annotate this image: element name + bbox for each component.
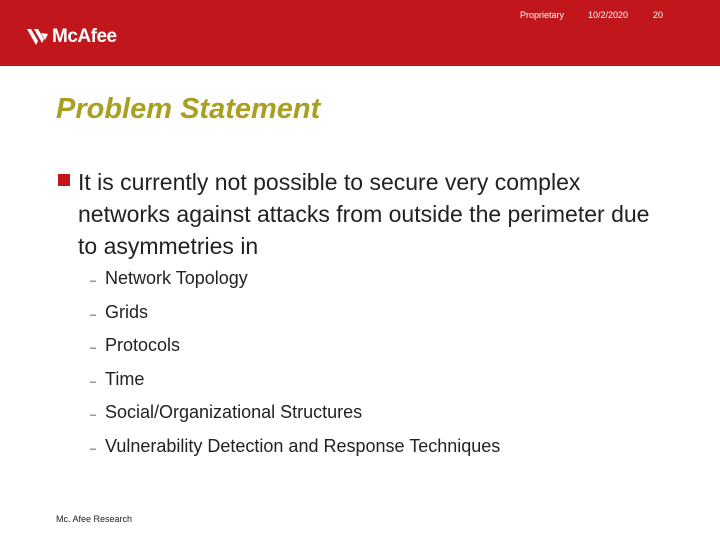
brand-name: McAfee bbox=[52, 26, 117, 47]
page-number: 20 bbox=[653, 10, 664, 20]
dash-icon: – bbox=[90, 275, 97, 287]
sub-bullet-text: Grids bbox=[105, 301, 149, 322]
sub-bullet-text: Protocols bbox=[105, 335, 181, 355]
footer-text: Mc. Afee Research bbox=[56, 514, 133, 524]
sub-bullet-list bbox=[90, 268, 500, 469]
sub-bullet-text: Vulnerability Detection and Response Techniques bbox=[105, 435, 501, 456]
sub-bullet-text: Social/Organizational Structures bbox=[105, 402, 363, 422]
sub-bullet-item bbox=[90, 302, 500, 336]
header-bar bbox=[0, 0, 720, 66]
mcafee-shield-icon bbox=[24, 25, 50, 49]
main-bullet-text: It is currently not possible to secure very complex networks against attacks from outside the perimeter due to asymmetries in bbox=[78, 169, 650, 259]
dash-icon: – bbox=[90, 308, 97, 321]
main-bullet bbox=[56, 166, 656, 262]
dash-icon: – bbox=[90, 342, 97, 354]
sub-bullet-item bbox=[90, 335, 500, 369]
slide-title: Problem Statement bbox=[56, 93, 321, 125]
classification-label: Proprietary bbox=[520, 10, 565, 20]
sub-bullet-item bbox=[90, 436, 500, 470]
sub-bullet-text: Network Topology bbox=[105, 268, 248, 288]
slide-date: 10/2/2020 bbox=[588, 10, 629, 20]
dash-icon: – bbox=[90, 375, 97, 388]
dash-icon: – bbox=[90, 409, 97, 421]
square-bullet-icon bbox=[58, 174, 70, 186]
sub-bullet-item bbox=[90, 369, 500, 403]
sub-bullet-text: Time bbox=[105, 368, 145, 389]
sub-bullet-item bbox=[90, 268, 500, 302]
mcafee-logo bbox=[24, 22, 117, 52]
sub-bullet-item bbox=[90, 402, 500, 436]
dash-icon: – bbox=[90, 442, 97, 455]
